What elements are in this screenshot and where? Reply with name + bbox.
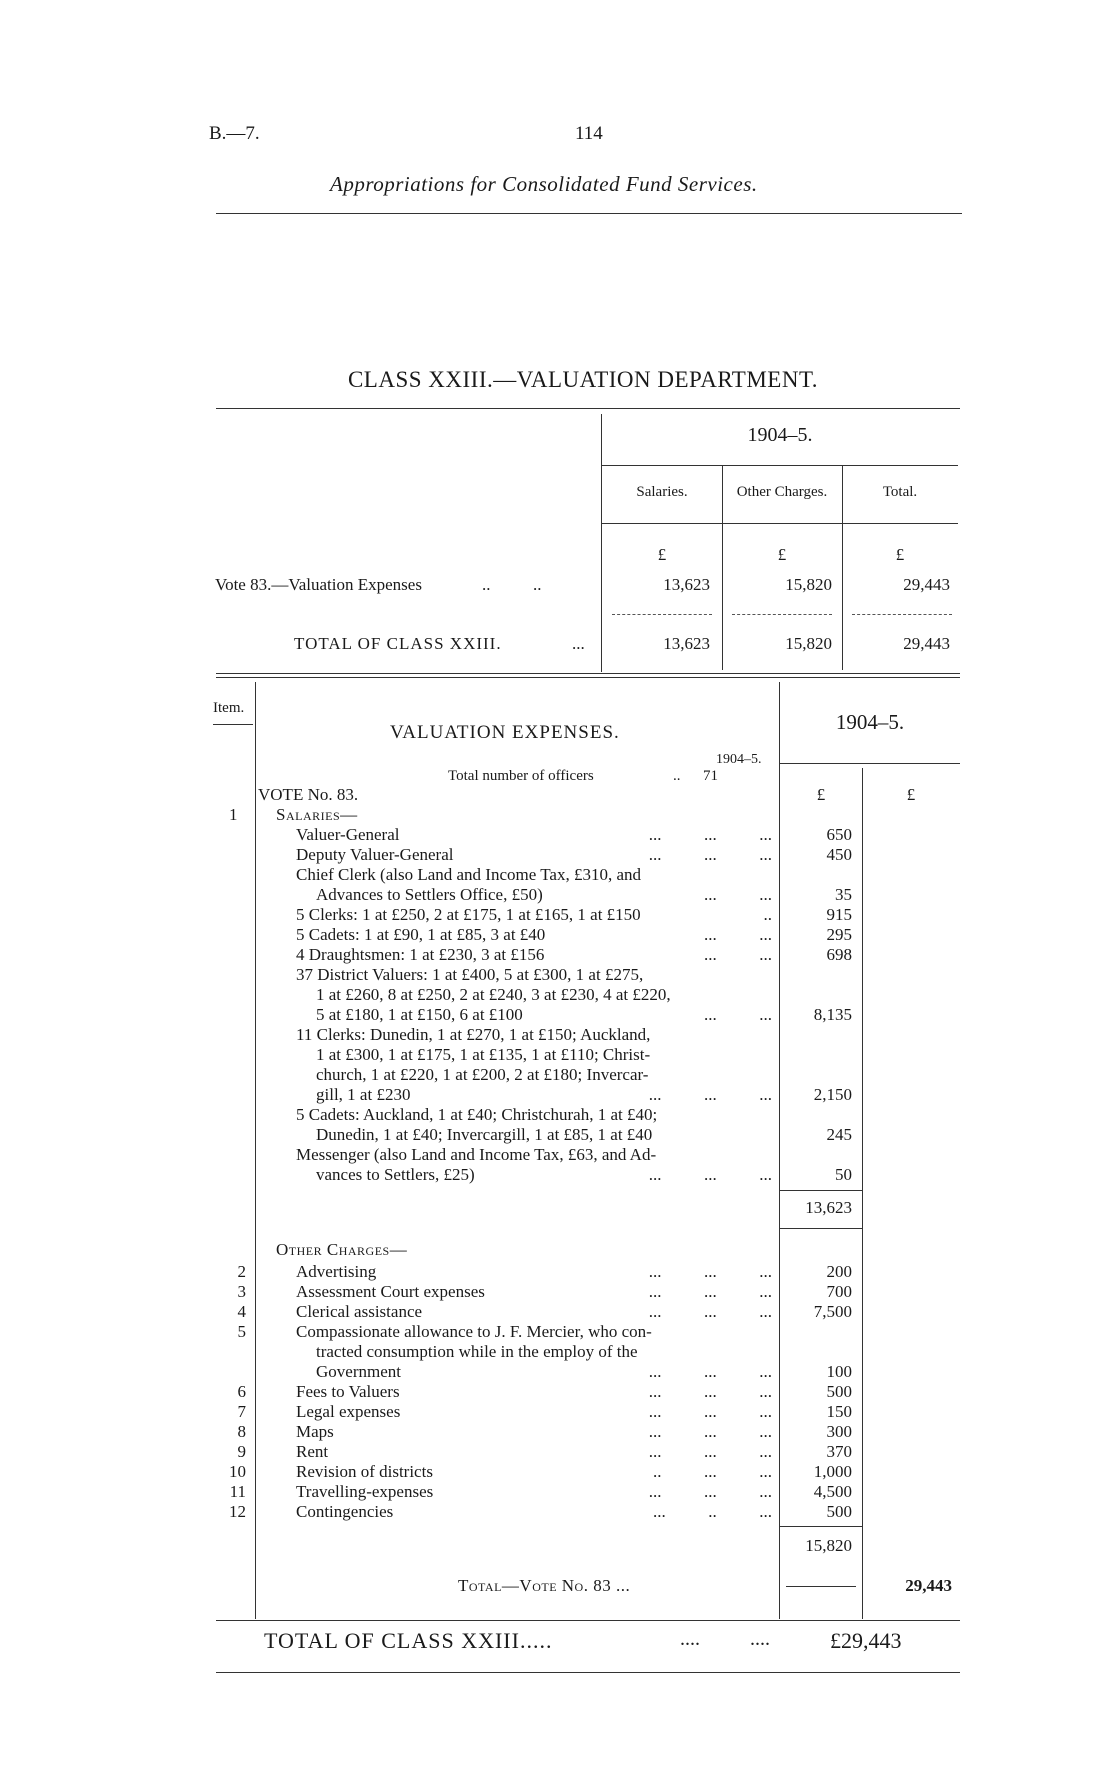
footer-rule: [216, 1672, 960, 1673]
other-leader: ... ... ...: [648, 1422, 772, 1441]
item-column-divider: [255, 682, 256, 1619]
other-description: Government: [316, 1362, 401, 1381]
officers-year: 1904–5.: [716, 752, 762, 767]
other-item-number: 11: [229, 1482, 246, 1501]
salary-description: 11 Clerks: Dunedin, 1 at £270, 1 at £150; Auckland,: [296, 1025, 651, 1044]
salary-leader: ... ... ...: [648, 1085, 772, 1104]
salary-description: Chief Clerk (also Land and Income Tax, £310, and: [296, 865, 642, 884]
currency-salaries: £: [657, 545, 667, 564]
footer-total-leader: .... ....: [680, 1628, 770, 1650]
summary-total-leader: ...: [572, 634, 585, 653]
salary-description: 5 at £180, 1 at £150, 6 at £100: [316, 1005, 523, 1024]
summary-total-salaries: 13,623: [663, 634, 710, 653]
salary-description: Valuer-General: [296, 825, 400, 844]
salary-description: 1 at £260, 8 at £250, 2 at £240, 3 at £230, 4 at £220,: [316, 985, 671, 1004]
other-amount: 100: [826, 1362, 852, 1381]
vote-83-salaries: 13,623: [663, 575, 710, 594]
salaries-heading: Salaries—: [276, 805, 358, 824]
salary-leader: ... ... ...: [648, 825, 772, 844]
salary-description: 5 Cadets: 1 at £90, 1 at £85, 3 at £40: [296, 925, 546, 944]
salaries-subtotal-bottom-rule: [780, 1228, 862, 1229]
footer-total-amount: £29,443: [830, 1628, 902, 1653]
header-rule: [216, 213, 962, 214]
col-salaries-header: Salaries.: [636, 484, 688, 500]
other-leader: ... .. ...: [653, 1502, 772, 1521]
vote-83-other: 15,820: [785, 575, 832, 594]
other-item-number: 4: [237, 1302, 246, 1321]
class-title: CLASS XXIII.—VALUATION DEPARTMENT.: [347, 367, 819, 392]
other-amount: 4,500: [813, 1482, 852, 1501]
summary-year: 1904–5.: [747, 424, 813, 446]
other-description: Compassionate allowance to J. F. Mercier, who con-: [296, 1322, 652, 1341]
other-amount: 7,500: [813, 1302, 852, 1321]
salary-leader: ... ... ...: [648, 845, 772, 864]
salary-description: Deputy Valuer-General: [296, 845, 454, 864]
salary-description: vances to Settlers, £25): [316, 1165, 475, 1184]
officers-leader: ..: [673, 768, 681, 784]
salary-amount: 2,150: [813, 1085, 852, 1104]
other-item-number: 8: [237, 1422, 246, 1441]
salary-leader: ... ...: [704, 885, 772, 904]
other-leader: .. ... ...: [653, 1462, 772, 1481]
other-leader: ... ... ...: [648, 1442, 772, 1461]
col-other-header: Other Charges.: [736, 484, 828, 500]
other-leader: ... ... ...: [648, 1382, 772, 1401]
currency-other: £: [777, 545, 787, 564]
detail-title: VALUATION EXPENSES.: [390, 722, 620, 743]
other-item-number: 5: [237, 1322, 246, 1341]
summary-year-rule: [602, 465, 958, 466]
other-amount: 1,000: [813, 1462, 852, 1481]
item-header-rule: [213, 724, 253, 725]
other-description: Rent: [296, 1442, 329, 1461]
summary-header-rule: [602, 523, 958, 524]
salary-leader: ... ...: [704, 925, 772, 944]
col-total-header: Total.: [882, 484, 918, 500]
salary-amount: 915: [826, 905, 852, 924]
other-item-number: 3: [237, 1282, 246, 1301]
summary-bottom-rule: [216, 673, 960, 674]
other-subtotal: 15,820: [805, 1536, 852, 1555]
detail-currency-amount: £: [816, 785, 826, 804]
salary-amount: 8,135: [813, 1005, 852, 1024]
other-description: Maps: [296, 1422, 334, 1441]
other-subtotal-rule: [780, 1526, 862, 1527]
other-item-number: 10: [229, 1462, 246, 1481]
vote-total-label: Total—Vote No. 83 ...: [458, 1576, 631, 1595]
salary-leader: ... ...: [704, 945, 772, 964]
summary-total-total: 29,443: [903, 634, 950, 653]
other-item-number: 6: [237, 1382, 246, 1401]
other-amount: 500: [826, 1382, 852, 1401]
salaries-item-number: 1: [229, 805, 238, 824]
other-description: Revision of districts: [296, 1462, 433, 1481]
other-amount: 700: [826, 1282, 852, 1301]
salary-description: church, 1 at £220, 1 at £200, 2 at £180; Invercar-: [316, 1065, 649, 1084]
detail-bottom-rule: [216, 1620, 960, 1621]
other-item-number: 7: [237, 1402, 246, 1421]
salary-description: gill, 1 at £230: [316, 1085, 411, 1104]
page-subtitle: Appropriations for Consolidated Fund Services.: [330, 172, 758, 196]
salary-description: 4 Draughtsmen: 1 at £230, 3 at £156: [296, 945, 545, 964]
detail-currency-total: £: [906, 785, 916, 804]
other-item-number: 9: [237, 1442, 246, 1461]
salary-amount: 35: [835, 885, 852, 904]
other-amount: 200: [826, 1262, 852, 1281]
other-description: Legal expenses: [296, 1402, 401, 1421]
currency-total: £: [895, 545, 905, 564]
salary-leader: ... ...: [704, 1005, 772, 1024]
other-leader: ... ... ...: [648, 1362, 772, 1381]
item-header: Item.: [213, 700, 245, 716]
salary-leader: ... ... ...: [648, 1165, 772, 1184]
vote-83-leader: .. ..: [482, 575, 542, 594]
other-description: Clerical assistance: [296, 1302, 423, 1321]
salary-amount: 295: [826, 925, 852, 944]
officers-count: 71: [703, 768, 718, 784]
salary-amount: 698: [826, 945, 852, 964]
other-amount: 300: [826, 1422, 852, 1441]
other-description: Advertising: [296, 1262, 377, 1281]
other-description: Fees to Valuers: [296, 1382, 400, 1401]
vote-83-label: Vote 83.—Valuation Expenses: [215, 575, 422, 594]
salary-description: 5 Clerks: 1 at £250, 2 at £175, 1 at £165, 1 at £150: [296, 905, 641, 924]
other-leader: ... ... ...: [648, 1402, 772, 1421]
total-column-divider: [862, 768, 863, 1619]
rule-total: [852, 614, 952, 615]
other-item-number: 12: [229, 1502, 246, 1521]
other-leader: ... ... ...: [648, 1262, 772, 1281]
summary-total-other: 15,820: [785, 634, 832, 653]
other-leader: ... ... ...: [648, 1282, 772, 1301]
other-amount: 500: [826, 1502, 852, 1521]
other-description: Assessment Court expenses: [296, 1282, 485, 1301]
salary-description: Advances to Settlers Office, £50): [316, 885, 543, 904]
vote-83-total: 29,443: [903, 575, 950, 594]
summary-total-label: TOTAL OF CLASS XXIII.: [294, 634, 502, 653]
other-description: tracted consumption while in the employ of the: [316, 1342, 638, 1361]
salary-amount: 50: [835, 1165, 852, 1184]
page-number: 114: [575, 123, 603, 144]
other-item-number: 2: [237, 1262, 246, 1281]
other-description: Contingencies: [296, 1502, 394, 1521]
detail-year: 1904–5.: [835, 710, 905, 734]
other-amount: 150: [826, 1402, 852, 1421]
vote-total-dash: [786, 1586, 856, 1587]
salary-leader: ..: [763, 905, 772, 924]
salary-amount: 245: [826, 1125, 852, 1144]
salary-description: 1 at £300, 1 at £175, 1 at £135, 1 at £110; Christ-: [316, 1045, 651, 1064]
vote-total-amount: 29,443: [905, 1576, 952, 1595]
salary-description: 5 Cadets: Auckland, 1 at £40; Christchurah, 1 at £40;: [296, 1105, 658, 1124]
other-leader: ... ... ...: [648, 1302, 772, 1321]
salary-description: Messenger (also Land and Income Tax, £63, and Ad-: [296, 1145, 657, 1164]
summary-bottom-rule-2: [216, 677, 960, 678]
vote-number: VOTE No. 83.: [258, 785, 359, 804]
officers-label: Total number of officers: [448, 768, 594, 784]
salaries-subtotal-rule: [780, 1190, 862, 1191]
summary-top-rule: [216, 408, 960, 409]
footer-total-label: TOTAL OF CLASS XXIII.....: [264, 1628, 553, 1653]
other-description: Travelling-expenses: [296, 1482, 434, 1501]
rule-other: [732, 614, 832, 615]
salaries-subtotal: 13,623: [805, 1198, 852, 1217]
other-amount: 370: [826, 1442, 852, 1461]
rule-salaries: [612, 614, 712, 615]
other-leader: ... ... ...: [648, 1482, 772, 1501]
salary-description: 37 District Valuers: 1 at £400, 5 at £300, 1 at £275,: [296, 965, 644, 984]
salary-amount: 650: [826, 825, 852, 844]
other-charges-heading: Other Charges—: [276, 1240, 408, 1259]
salary-description: Dunedin, 1 at £40; Invercargill, 1 at £85, 1 at £40: [316, 1125, 653, 1144]
detail-year-rule: [780, 763, 960, 764]
salary-amount: 450: [826, 845, 852, 864]
page-reference: B.—7.: [209, 123, 260, 144]
